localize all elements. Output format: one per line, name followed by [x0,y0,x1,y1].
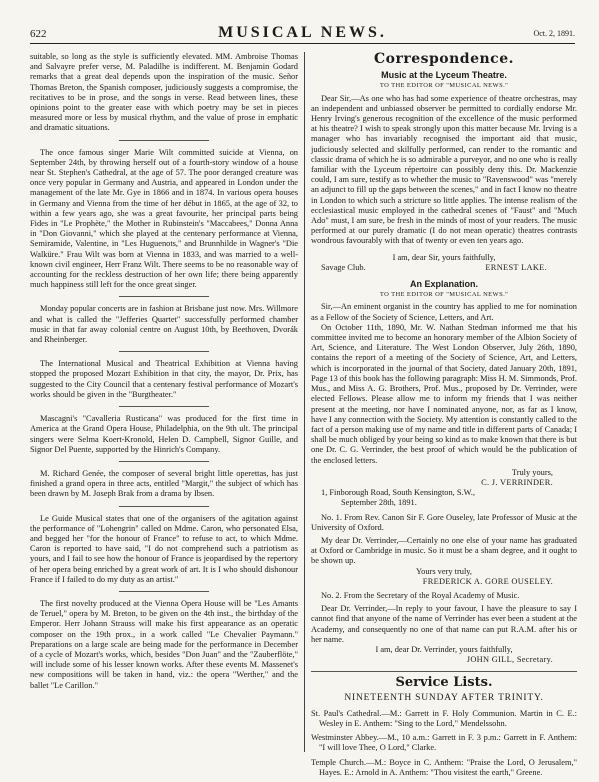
letter-body: On October 11th, 1890, Mr. W. Nathan Stedman informed me that his committee invited me to become an honorary member of the Albion Society of Art, Science, and Literature. The West London Observer, July 26th, 1890, contains the report of a meeting of the Society of Science, Art, and Letters, which is incorporated in the journal of that Society, dated January 20th, 1891, Page 13 of this book has the following paragraph: Miss H. M. Simmonds, Prof. Mus., and Miss A. G. Brothers, Prof. Mus., proposed by Dr. Verrinder, were elected Fellows. Please allow me to inform my friends that I was neither present at the meeting, nor have I nominated anyone, nor, as far as I know, have I any connection with the Society. My attention is constantly called to the fact of a person making use of my name and title in different parts of Canada; I shall be much obliged by your being so kind as to make known that there is but one Dr. C. G. Verrinder, the best proof of which would be the publication of the enclosed letters. [311,322,577,465]
enclosure-closing: I am, dear Dr. Verrinder, yours faithfully, [375,644,513,654]
divider [119,406,209,407]
paragraph: Monday popular concerts are in fashion at Brisbane just now. Mrs. Willmore and what is called the "Jefferies Quartet" successfully performed chamber music in that far away colonial centre on August 10th, by Beethoven, Dvorák and Rheinberger. [30,304,298,345]
paragraph: The once famous singer Marie Wilt committed suicide at Vienna, on September 24th, by throwing herself out of a fourth-story window of a house near St. Stephen's Cathedral, at the age of 57. The poor deranged creature was once very popular in Germany and Austria, and appeared in London under the management of the late Mr. Gye in 1866 and in 1874. In various opera houses in Germany and Vienna from the time of her début in 1865, at the age of 32, to within a few years ago, she was a great favourite, her principal parts being Fides in "Le Prophète," the Mother in Rubinstein's "Maccabees," Donna Anna in "Don Giovanni," which she played at the centenary performance at Vienna, Semiramide, Valentine, in "Les Huguenots," and Brunnhilde in Wagner's "Die Walküre." Frau Wilt was born at Vienna in 1833, and was married to a well-known civil engineer, Herr Franz Wilt. There seems to be no reasonable way of accounting for the reckless destruction of her own life; there being apparently much happiness still left for the once great singer. [30,147,298,290]
letter-closing: I am, dear Sir, yours faithfully, [392,252,496,262]
letter-date: September 28th, 1891. [341,498,417,508]
enclosure-body: Dear Dr. Verrinder,—In reply to your favour, I have the pleasure to say I cannot find that anyone of the name of Verrinder has ever been a student at the Academy, and consequently no one of that name can put R.A.M. after his or her name. [311,604,577,644]
paragraph: The International Musical and Theatrical Exhibition at Vienna having stopped the proposed Mozart Exhibition in that city, the mayor, Dr. Prix, has suggested to the City Council that a centenary festival performance of Mozart's works should be given in the "Burgtheater." [30,359,298,399]
divider [311,671,577,672]
paragraph: M. Richard Genée, the composer of several bright little operettas, has just finished a grand opera in three acts, entitled "Margit," the subject of which has been drawn by M. Joseph Brak from a drama by Ibsen. [30,468,298,499]
left-column [30,52,298,697]
divider [119,591,209,592]
page-header [30,24,575,42]
letter-title: Music at the Lyceum Theatre. [381,70,507,81]
service-entry: Westminster Abbey.—M., 10 a.m.: Garrett in F. 3 p.m.: Garrett in F. Anthem: "I will love Thee, O Lord," Clarke. [311,733,577,753]
paragraph: Mascagni's "Cavalleria Rusticana" was produced for the first time in America at the Grand Opera House, Philadelphia, on the 9th ult. The principal singers were Selma Koert-Kronold, Helen D. Campbell, Signor Guille, and Signor Del Puente, supported by the Hinrich's Company. [30,414,298,454]
enclosure-signature: JOHN GILL, Secretary. [466,655,553,665]
letter-title: An Explanation. [409,279,478,290]
enclosure-heading: No. 1. From Rev. Canon Sir F. Gore Ouseley, late Professor of Music at the University of Oxford. [311,512,577,532]
paragraph: Le Guide Musical states that one of the organisers of the agitation against the performance of "Lohengrin" called on Mdme. Caron, who personated Elsa, and begged her "for the honour of France" to refuse to act, to which Mdme. Caron is reported to have said, "I do not comprehend such a patriotism as yours, and I fail to see how the honour of France is jeopardised by the repertory of her opera being enriched by a great work of art. It is I who should dishonour France if I failed to do my duty as an artist." [30,513,298,584]
enclosure-closing: Yours very truly, [415,566,473,576]
service-entry: St. Paul's Cathedral.—M.: Garrett in F. Holy Communion. Martin in C. E.: Wesley in E. Anthem: "Sing to the Lord," Mendelssohn. [311,708,577,728]
right-column [311,52,577,782]
letter-signature: ERNEST LAKE. [485,262,547,272]
issue-date: Oct. 2, 1891. [533,29,575,38]
letter-signature: C. J. VERRINDER. [481,477,553,487]
letter-signoff [311,263,577,273]
column-divider [304,52,305,752]
enclosure-signature: FREDERICK A. GORE OUSELEY. [422,576,553,586]
letter-body: Sir,—An eminent organist in the country has applied to me for nomination as a Fellow of the Society of Science, Letters, and Art. [311,302,577,322]
letter-body: Dear Sir,—As one who has had some experience of theatre orchestras, may an independent and unbiassed observer be permitted to cordially endorse Mr. Henry Irving's generous recognition of the excellence of the music performed at his theatre? I wish to speak strongly upon this matter because Mr. Irving is a manager who has invariably recognised the important aid that music, judiciously selected and skilfully performed, can render to the romantic and classic drama of which he is so admirable a purveyor, and no one who is really familiar with the Lyceum répertoire can possibly deny this. Dr. Mackenzie could, I am sure, testify as to whether the music to "Ravenswood" was "merely an adjunct to fill up the gaps between the scenes," and in fact I know no theatre in London to which such a stricture so little applies. The intense realism of the ecclesiastical music employed in the cathedral scenes of "Faust" and "Much Ado" must, I am sure, be fresh in the minds of most of your readers. The music performed at our purely dramatic (I do not mean operatic) theatres contrasts wondrous favourably with that of twenty or even ten years ago. [311,93,577,246]
enclosure-heading: No. 2. From the Secretary of the Royal Academy of Music. [321,590,520,600]
letter-addressee: TO THE EDITOR OF "MUSICAL NEWS." [379,82,509,90]
letter-closing: Truly yours, [511,467,553,477]
letter-address: 1, Finborough Road, South Kensington, S.W., [321,488,475,498]
service-entry: Temple Church.—M.: Boyce in C. Anthem: "Praise the Lord, O Jerusalem," Hayes. E.: Arnold in A. Anthem: "Thou visitest the earth," Greene. [311,757,577,777]
paragraph: suitable, so long as the style is sufficiently elevated. MM. Ambroise Thomas and Salvayre prefer verse, M. Paladilhe is indifferent. M. Benjamin Godard remarks that a great deal depends upon the inspiration of the music. Señor Thomas Breton, the Spanish composer, judiciously suggests a compromise, the recitatives to be in prose, and the songs in verse. Read between lines, these opinions point to the greater ease with which poetry may be set in pieces measured more or less by musical rhythm, and the value of prose in emphatic and dramatic situations. [30,52,298,133]
divider [119,296,209,297]
service-lists-heading: Service Lists. [395,675,493,691]
service-subheading: NINETEENTH SUNDAY AFTER TRINITY. [344,692,544,703]
header-rule [30,43,575,44]
letter-addressee: TO THE EDITOR OF "MUSICAL NEWS." [379,291,509,299]
divider [119,461,209,462]
enclosure-body: My dear Dr. Verrinder,—Certainly no one else of your name has graduated at Oxford or Cambridge in music. So it must be a sham degree, and it ought to be shown up. [311,535,577,566]
divider [119,351,209,352]
divider [119,140,209,141]
letter-place: Savage Club. [321,262,366,272]
divider [119,506,209,507]
correspondence-heading: Correspondence. [373,51,514,67]
page-number: 622 [30,28,47,40]
paragraph: The first novelty produced at the Vienna Opera House will be "Les Amants de Teruel," opera by M. Breton, to be given on the 4th inst., the birthday of the Emperor. Herr Johann Strauss will make his first appearance as an operatic composer on the 19th prox., in a work called "Le Chevalier Paymann." Preparations on a large scale are being made for the performance in December of a cycle of Mozart's works, which, besides "Don Juan" and the "Zauberflöte," will include some of his lesser known works. After these events M. Massenet's new compositions will be taken in hand, viz.: the opera "Werther," and the ballet "Le Carillon." [30,598,298,690]
journal-title: MUSICAL NEWS. [218,24,387,41]
